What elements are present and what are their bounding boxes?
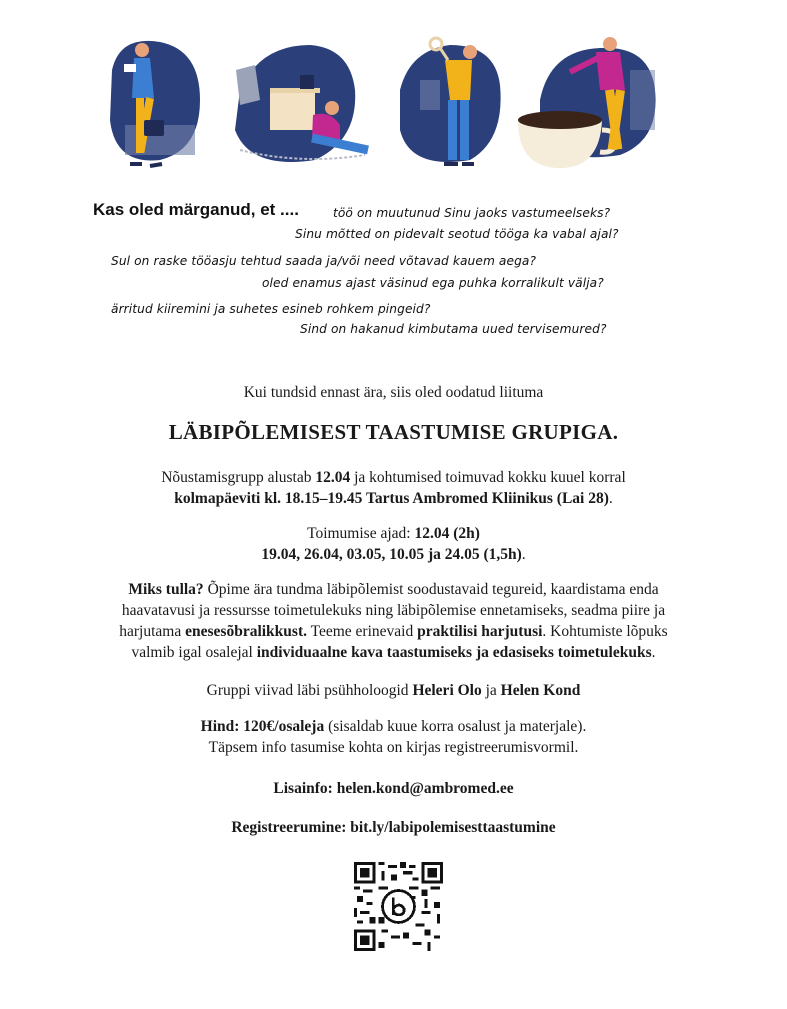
qr-code[interactable] <box>354 862 443 951</box>
meeting-times: Toimumise ajad: 12.04 (2h) 19.04, 26.04, 03.05, 10.05 ja 24.05 (1,5h). <box>261 525 526 563</box>
question-5: ärritud kiiremini ja suhetes esineb rohkem pingeid? <box>111 302 431 316</box>
exhausted-at-desk-illustration <box>235 45 368 162</box>
group-title: LÄBIPÕLEMISEST TAASTUMISE GRUPIGA. <box>168 420 619 444</box>
tired-commuter-illustration <box>110 41 200 166</box>
question-1: töö on muutunud Sinu jaoks vastumeelseks? <box>333 206 611 220</box>
intro-heading: Kas oled märganud, et .... <box>93 200 299 219</box>
question-2: Sinu mõtted on pidevalt seotud tööga ka vabal ajal? <box>295 227 619 241</box>
burnout-illustrations <box>100 30 690 180</box>
question-3: Sul on raske tööasju tehtud saada ja/või need võtavad kauem aega? <box>111 254 537 268</box>
welcome-line: Kui tundsid ennast ära, siis oled oodatud liituma <box>243 384 544 401</box>
schedule-paragraph: Nõustamisgrupp alustab 12.04 ja kohtumised toimuvad kokku kuuel korral kolmapäeviti kl. 18.15–19.45 Tartus Ambromed Kliinikus (Lai 28). <box>161 469 626 507</box>
question-4: oled enamus ajast väsinud ega puhka korralikult välja? <box>262 276 604 290</box>
location-text: kolmapäeviti kl. 18.15–19.45 Tartus Ambromed Kliinikus (Lai 28) <box>174 490 609 507</box>
wind-up-worker-illustration <box>400 38 501 164</box>
coffee-break-illustration <box>518 37 656 168</box>
price-info: Hind: 120€/osaleja (sisaldab kuue korra osalust ja materjale). Täpsem info tasumise kohta on kirjas registreerumisvormil. <box>200 718 587 756</box>
why-attend-paragraph: Miks tulla? Õpime ära tundma läbipõlemist soodustavaid tegureid, kaardistama enda haavatavusi ja ressursse toimetulekuks ning läbipõlemise ennetamiseks, seadma piire ja harjutama enesesõbralikkust. Teeme erinevaid praktilisi harjutusi. Kohtumiste lõpuks valmib igal osalejal individuaalne kava taastumiseks ja edasiseks toimetulekuks. <box>119 581 668 661</box>
group-leaders: Gruppi viivad läbi psühholoogid Heleri Olo ja Helen Kond <box>206 682 581 699</box>
contact-email[interactable]: Lisainfo: helen.kond@ambromed.ee <box>273 780 514 797</box>
registration-link[interactable]: Registreerumine: bit.ly/labipolemisesttaastumine <box>231 819 556 836</box>
question-6: Sind on hakanud kimbutama uued tervisemured? <box>300 322 607 336</box>
